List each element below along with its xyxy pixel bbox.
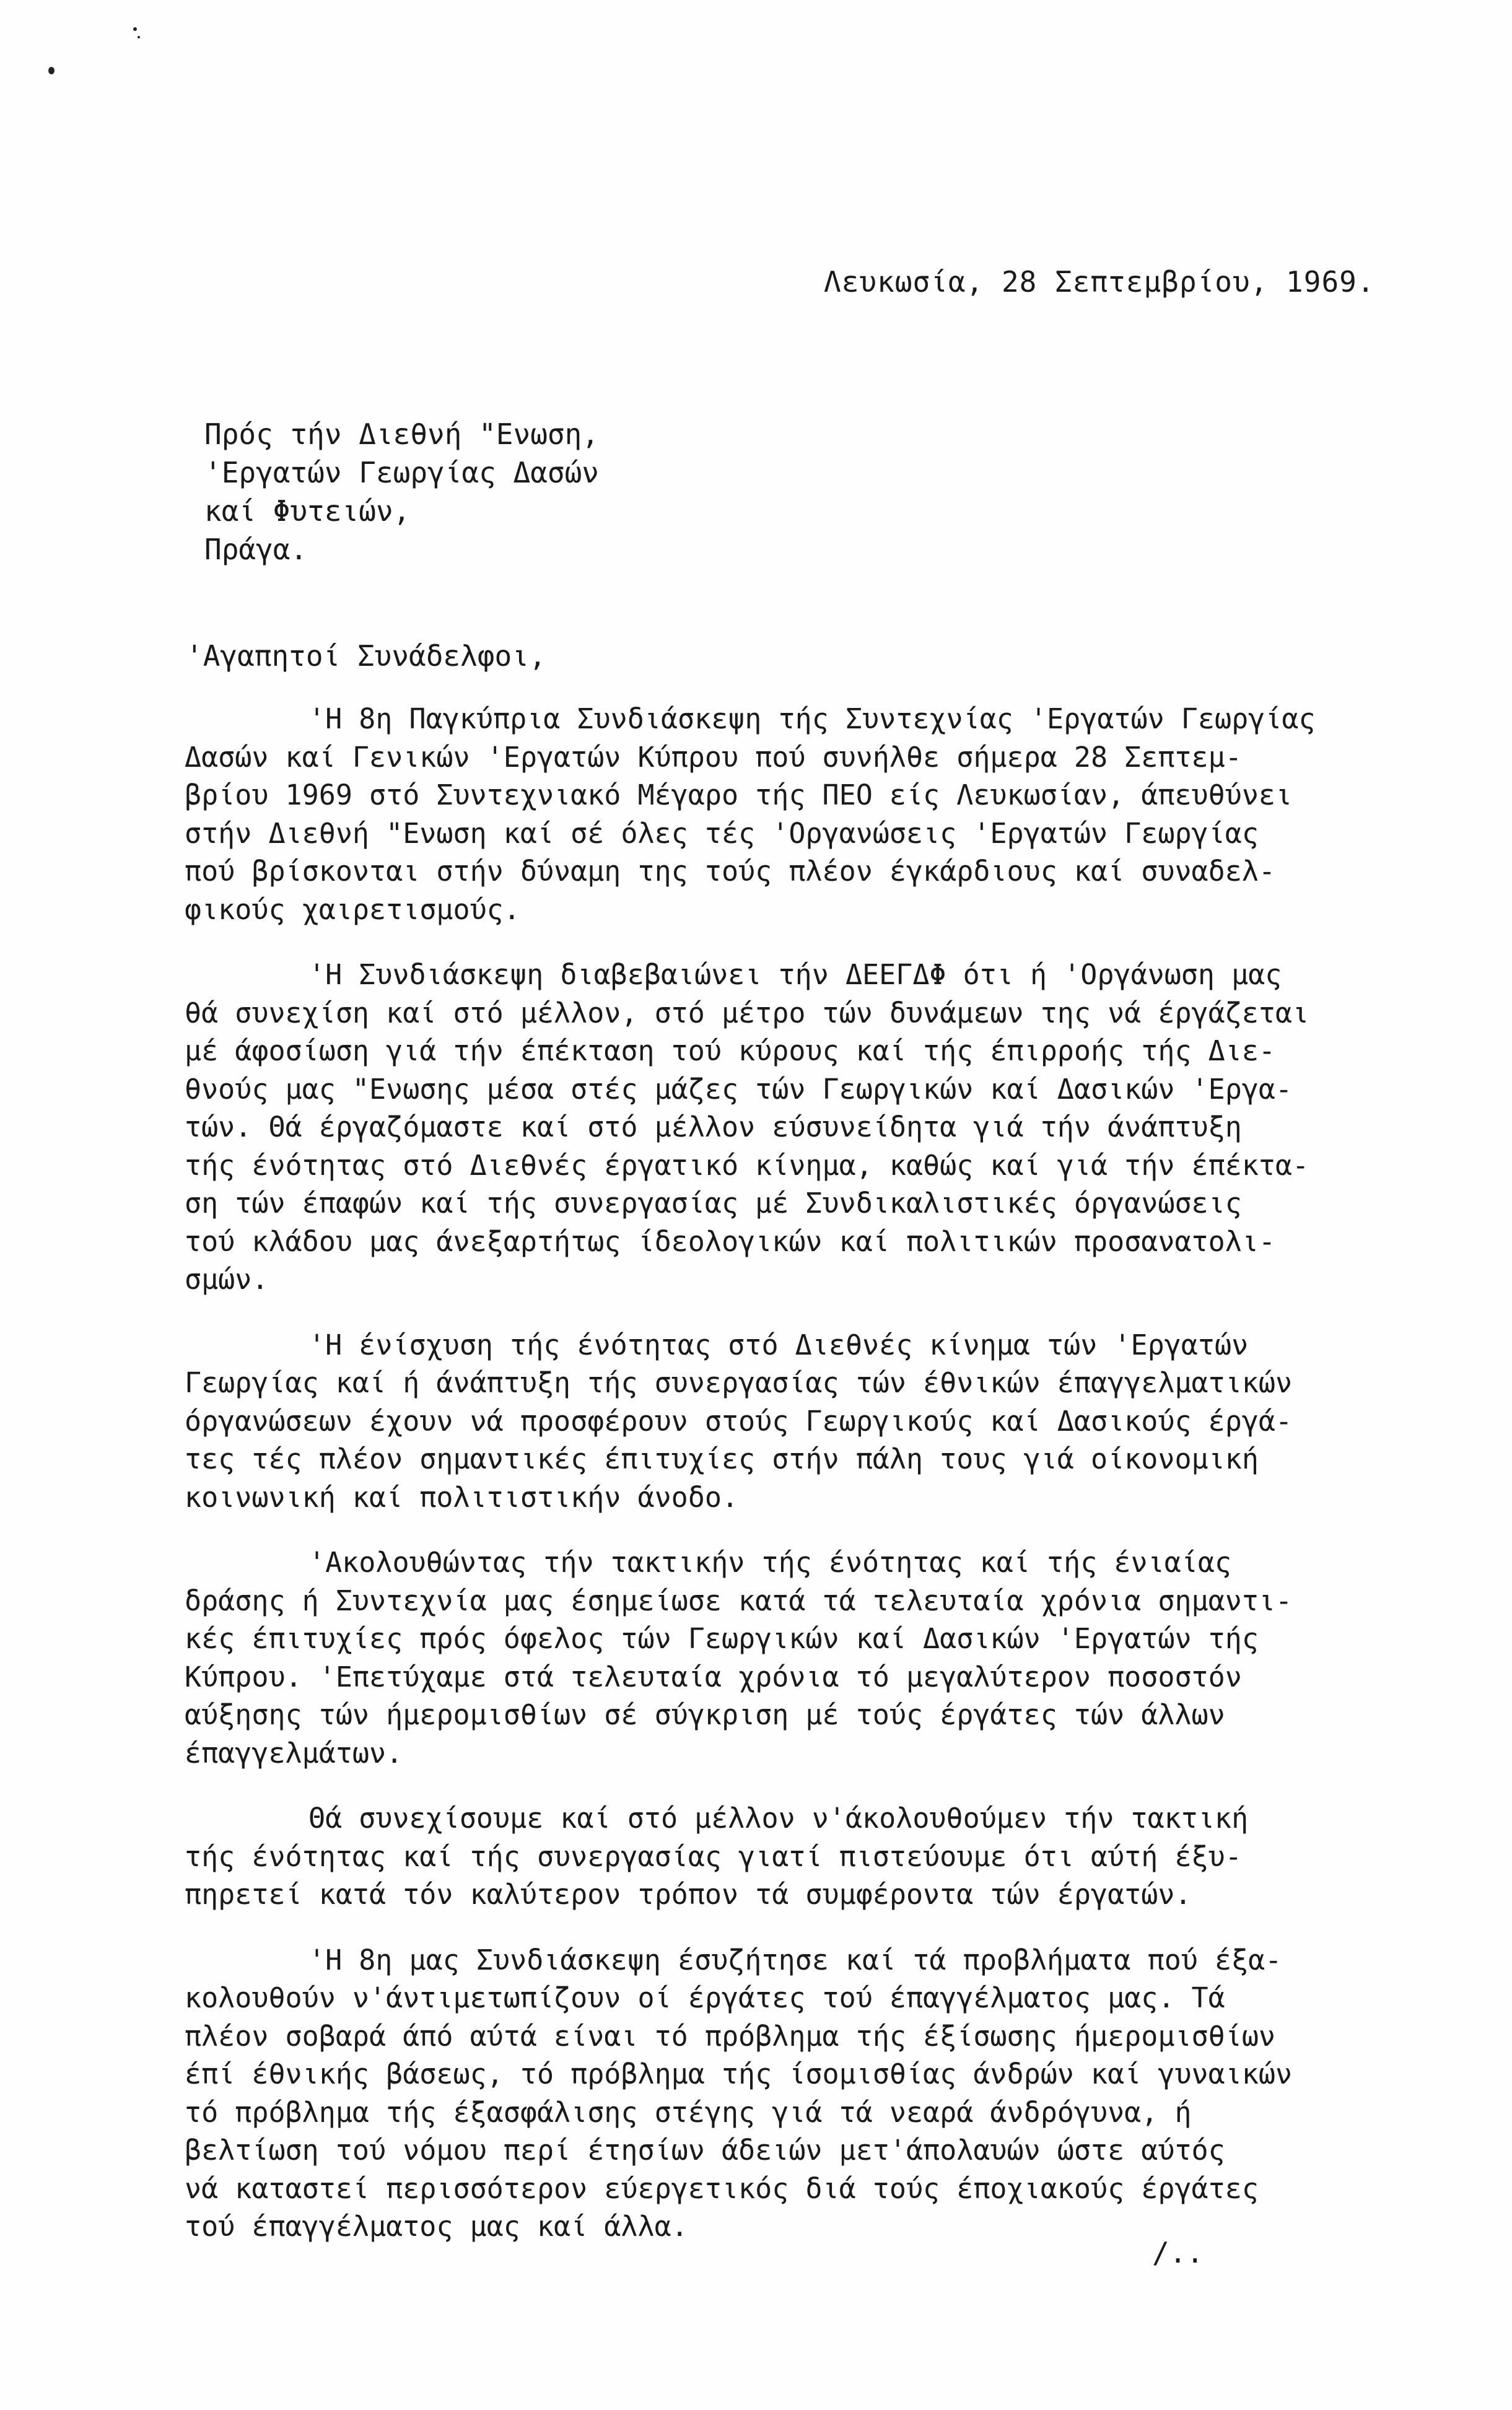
text-line: βρίου 1969 στό Συντεχνιακό Μέγαρο τής ΠΕΟ είς Λευκωσίαν, άπευθύνει bbox=[185, 779, 1293, 811]
text-line: κοινωνική καί πολιτιστικήν άνοδο. bbox=[185, 1480, 739, 1514]
paragraph bbox=[185, 956, 1411, 1299]
text-line: δράσης ή Συντεχνία μας έσημείωσε κατά τά τελευταία χρόνια σημαντι- bbox=[185, 1584, 1293, 1617]
text-line: μέ άφοσίωση γιά τήν έπέκταση τού κύρους καί τής έπιρροής τής Διε- bbox=[185, 1034, 1275, 1067]
letter-dateline: Λευκωσία, 28 Σεπτεμβρίου, 1969. bbox=[824, 265, 1375, 299]
text-line: 'Η ένίσχυση τής ένότητας στό Διεθνές κίνημα τών 'Εργατών bbox=[308, 1328, 1249, 1361]
continuation-mark: /.. bbox=[1152, 2236, 1204, 2269]
text-line: Θά συνεχίσουμε καί στό μέλλον ν'άκολουθούμεν τήν τακτική bbox=[308, 1802, 1249, 1835]
salutation: 'Αγαπητοί Συνάδελφοι, bbox=[186, 639, 546, 673]
text-line: νά καταστεί περισσότερον εύεργετικός διά τούς έποχιακούς έργάτες bbox=[185, 2172, 1259, 2205]
text-line: Δασών καί Γενικών 'Εργατών Κύπρου πού συνήλθε σήμερα 28 Σεπτεμ- bbox=[185, 740, 1242, 774]
paragraph bbox=[185, 1799, 1411, 1914]
scan-speck bbox=[133, 27, 137, 31]
text-line: 'Η 8η μας Συνδιάσκεψη έσυζήτησε καί τά προβλήματα πού έξα- bbox=[308, 1943, 1282, 1976]
paragraph bbox=[185, 1543, 1411, 1772]
text-line: 'Η Συνδιάσκεψη διαβεβαιώνει τήν ΔΕΕΓΔΦ ότι ή 'Οργάνωση μας bbox=[308, 958, 1282, 991]
text-line: βελτίωση τού νόμου περί έτησίων άδειών μετ'άπολαυών ώστε αύτός bbox=[185, 2134, 1225, 2167]
text-line: στήν Διεθνή "Ενωση καί σέ όλες τές 'Οργανώσεις 'Εργατών Γεωργίας bbox=[185, 816, 1259, 850]
scan-speck bbox=[138, 36, 140, 38]
text-line: όργανώσεων έχουν νά προσφέρουν στούς Γεωργικούς καί Δασικούς έργά- bbox=[185, 1404, 1293, 1438]
text-line: τής ένότητας καί τής συνεργασίας γιατί πιστεύουμε ότι αύτή έξυ- bbox=[185, 1840, 1242, 1873]
paragraph bbox=[185, 1941, 1411, 2246]
text-line: έπί έθνικής βάσεως, τό πρόβλημα τής ίσομισθίας άνδρών καί γυναικών bbox=[185, 2058, 1293, 2090]
recipient-line: Πρός τήν Διεθνή "Ενωση, bbox=[204, 417, 599, 451]
recipient-address bbox=[204, 415, 599, 569]
text-line: τών. Θά έργαζόμαστε καί στό μέλλον εύσυνείδητα γιά τήν άνάπτυξη bbox=[185, 1111, 1242, 1143]
text-line: θά συνεχίση καί στό μέλλον, στό μέτρο τών δυνάμεων της νά έργάζεται bbox=[185, 996, 1309, 1029]
text-line: πλέον σοβαρά άπό αύτά είναι τό πρόβλημα τής έξίσωσης ήμερομισθίων bbox=[185, 2019, 1275, 2053]
scan-speck bbox=[48, 67, 55, 74]
text-line: τού κλάδου μας άνεξαρτήτως ίδεολογικών καί πολιτικών προσανατολι- bbox=[185, 1225, 1275, 1258]
text-line: Κύπρου. 'Επετύχαμε στά τελευταία χρόνια τό μεγαλύτερον ποσοστόν bbox=[185, 1660, 1242, 1693]
text-line: φικούς χαιρετισμούς. bbox=[185, 893, 520, 926]
text-line: έπαγγελμάτων. bbox=[185, 1736, 403, 1770]
paragraph bbox=[185, 1326, 1411, 1517]
text-line: πηρετεί κατά τόν καλύτερον τρόπον τά συμφέροντα τών έργατών. bbox=[185, 1878, 1192, 1911]
text-line: σμών. bbox=[185, 1263, 269, 1296]
recipient-line: 'Εργατών Γεωργίας Δασών bbox=[204, 456, 599, 489]
text-line: ση τών έπαφών καί τής συνεργασίας μέ Συνδικαλιστικές όργανώσεις bbox=[185, 1187, 1242, 1220]
recipient-line: καί Φυτειών, bbox=[204, 494, 411, 528]
text-line: τής ένότητας στό Διεθνές έργατικό κίνημα, καθώς καί γιά τήν έπέκτα- bbox=[185, 1148, 1309, 1182]
text-line: κολουθούν ν'άντιμετωπίζουν οί έργάτες τού έπαγγέλματος μας. Τά bbox=[185, 1981, 1225, 2014]
text-line: τού έπαγγέλματος μας καί άλλα. bbox=[185, 2210, 688, 2243]
text-line: τό πρόβλημα τής έξασφάλισης στέγης γιά τά νεαρά άνδρόγυνα, ή bbox=[185, 2095, 1192, 2129]
text-line: θνούς μας "Ενωσης μέσα στές μάζες τών Γεωργικών καί Δασικών 'Εργα- bbox=[185, 1072, 1293, 1106]
text-line: Γεωργίας καί ή άνάπτυξη τής συνεργασίας τών έθνικών έπαγγελματικών bbox=[185, 1366, 1293, 1399]
text-line: αύξησης τών ήμερομισθίων σέ σύγκριση μέ τούς έργάτες τών άλλων bbox=[185, 1698, 1225, 1731]
text-line: 'Ακολουθώντας τήν τακτικήν τής ένότητας καί τής ένιαίας bbox=[308, 1546, 1232, 1579]
recipient-line: Πράγα. bbox=[204, 533, 308, 566]
text-line: κές έπιτυχίες πρός όφελος τών Γεωργικών καί Δασικών 'Εργατών τής bbox=[185, 1622, 1259, 1655]
text-line: πού βρίσκονται στήν δύναμη της τούς πλέον έγκάρδιους καί συναδελ- bbox=[185, 855, 1275, 888]
text-line: 'Η 8η Παγκύπρια Συνδιάσκεψη τής Συντεχνίας 'Εργατών Γεωργίας bbox=[308, 702, 1316, 735]
letter-body bbox=[185, 700, 1411, 2273]
text-line: τες τές πλέον σημαντικές έπιτυχίες στήν πάλη τους γιά οίκονομική bbox=[185, 1443, 1259, 1475]
paragraph bbox=[185, 700, 1411, 928]
